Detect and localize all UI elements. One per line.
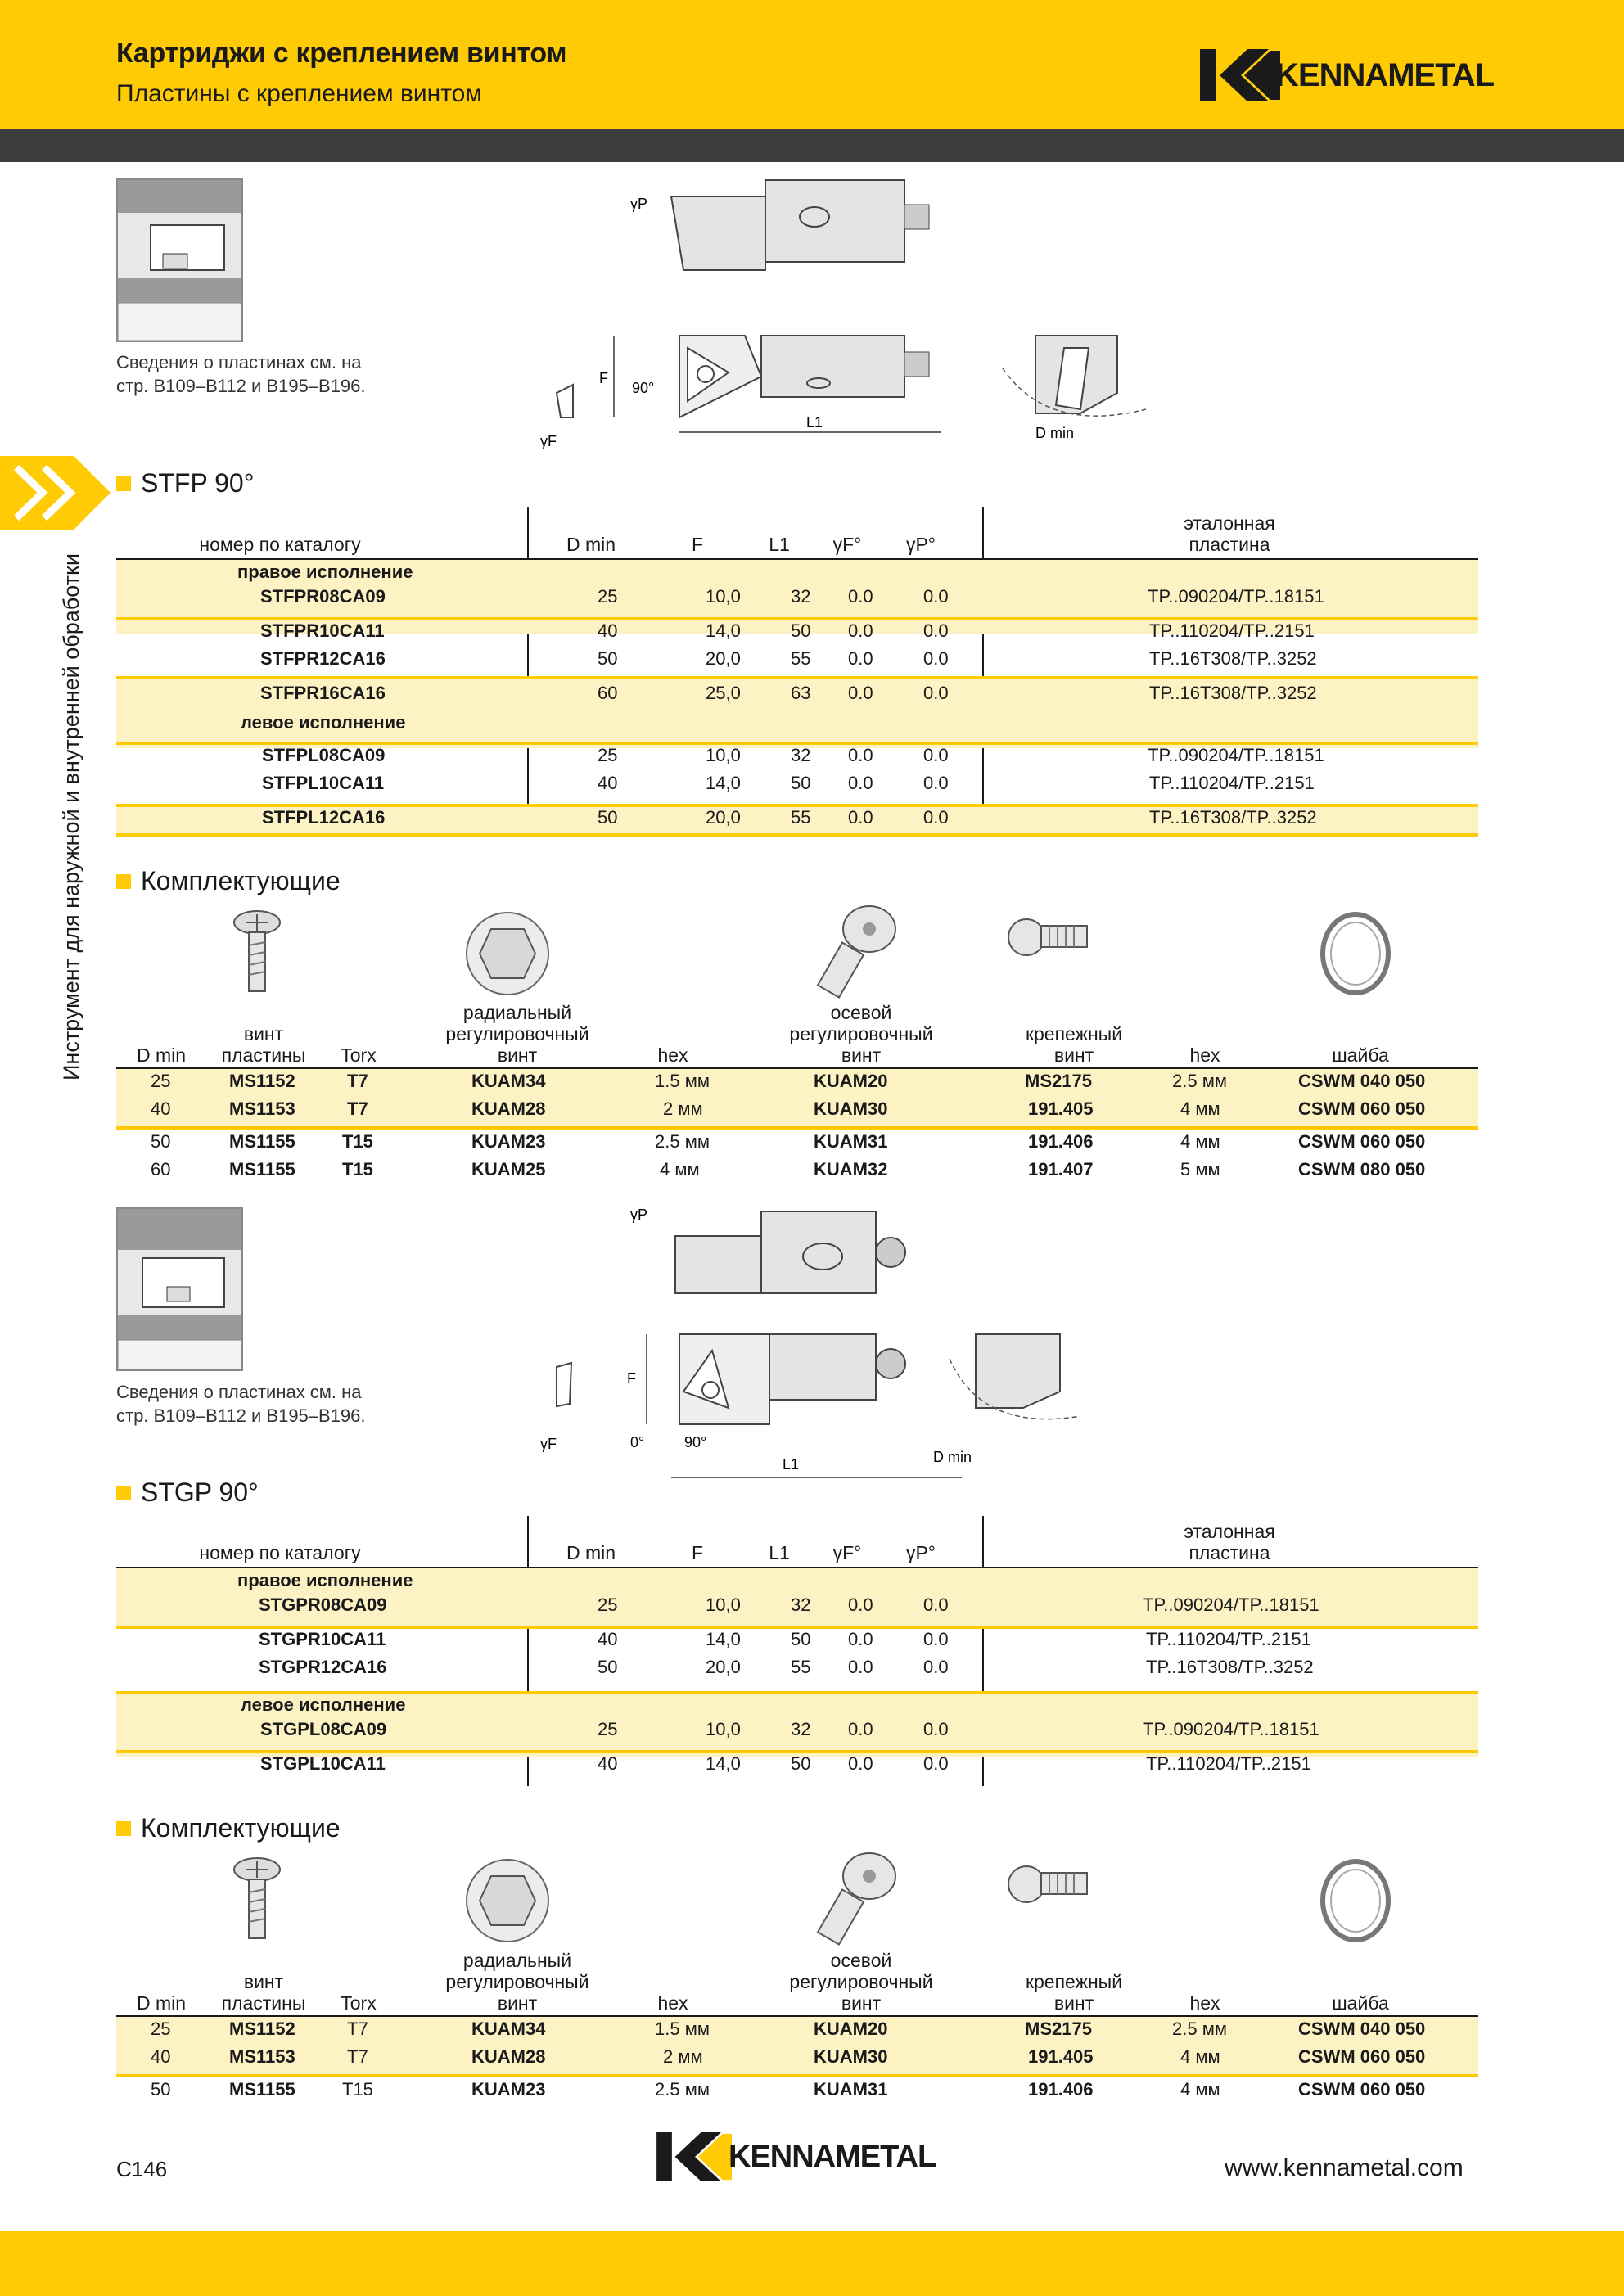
torx-screw-icon [234,911,280,991]
cell-ref-insert: TP..110204/TP..2151 [1146,1753,1311,1774]
table-row [116,745,1478,769]
cell-dmin: 50 [151,2079,171,2100]
cell-l1: 32 [791,1595,811,1615]
cell-l1: 32 [791,745,811,765]
cell-clamp-screw: 191.405 [1028,2046,1094,2067]
header-dark-band [0,129,1624,162]
cell-f: 20,0 [706,807,741,828]
cell-dmin: 60 [151,1159,171,1180]
insert-reference-note-2 [116,1380,366,1428]
cell-f: 14,0 [706,773,741,793]
label-angle: 90° [684,1434,707,1450]
col-dmin: D min [566,534,616,555]
table-row [116,1131,1478,1156]
col-radial-line2: регулировочный [445,1971,589,1992]
cell-gamma-p: 0.0 [923,1753,949,1774]
col-radial-line1: радиальный [462,1002,572,1023]
cell-hex: 4 мм [660,1159,700,1180]
label-f: F [599,370,608,386]
col-washer: шайба [1332,1044,1389,1066]
cell-dmin: 50 [598,648,618,669]
cell-dmin: 40 [598,773,618,793]
cell-dmin: 40 [151,2046,171,2067]
cell-hex2: 5 мм [1180,1159,1220,1180]
col-l1: L1 [769,1542,790,1563]
cell-dmin: 50 [598,807,618,828]
torx-screw-icon [234,1858,280,1938]
table-row [116,1657,1478,1681]
cell-f: 20,0 [706,648,741,669]
col-torx: Torx [341,1992,377,2014]
cell-axial-screw: KUAM31 [814,2079,888,2100]
col-f: F [691,1542,704,1563]
col-axial-line3: винт [841,1044,882,1066]
col-clamp-line2: винт [1053,1992,1094,2014]
catalog-number: STFPL12CA16 [262,807,386,828]
table-row [116,773,1478,797]
cell-l1: 55 [791,807,811,828]
washer-icon [1323,1861,1388,1940]
note-line: Сведения о пластинах см. на [116,1382,362,1402]
cell-insert-screw: MS1152 [229,2019,295,2039]
table-row [116,1719,1478,1743]
cell-torx: T15 [342,2079,373,2100]
col-axial-line2: регулировочный [789,1971,933,1992]
cell-hex: 1.5 мм [655,1071,710,1091]
parts-table-1 [116,999,1478,1189]
axial-adjusting-screw-icon [818,906,895,997]
cell-axial-screw: KUAM20 [814,1071,888,1091]
col-f: F [691,534,704,555]
cell-dmin: 40 [598,1629,618,1649]
cell-insert-screw: MS1153 [229,1098,295,1119]
cell-f: 25,0 [706,683,741,703]
cell-dmin: 25 [598,745,618,765]
cell-hex2: 4 мм [1180,2046,1220,2067]
label-gamma-p: γP [630,196,648,212]
col-radial-line1: радиальный [462,1950,572,1971]
catalog-number: STGPR08CA09 [259,1595,387,1615]
cell-axial-screw: KUAM30 [814,1098,888,1119]
cell-ref-insert: TP..16T308/TP..3252 [1149,683,1317,703]
cell-l1: 50 [791,773,811,793]
col-ref-insert-line1: эталонная [1184,1521,1275,1542]
row-rule [116,833,1478,837]
group-label-right: правое исполнение [237,1570,413,1590]
cell-washer: CSWM 080 050 [1298,1159,1426,1180]
title-square-marker [116,874,131,889]
cell-ref-insert: TP..16T308/TP..3252 [1149,648,1317,669]
cell-hex: 2.5 мм [655,2079,710,2100]
catalog-number: STFPL10CA11 [262,773,385,793]
cell-torx: T15 [342,1159,373,1180]
cell-gamma-p: 0.0 [923,1719,949,1739]
title-square-marker [116,1821,131,1836]
boring-bar-illustration-icon [118,180,241,341]
table-row [116,620,1478,645]
label-gamma-f: γF [540,433,557,449]
col-clamp-line1: крепежный [1025,1023,1123,1044]
cell-ref-insert: TP..16T308/TP..3252 [1149,807,1317,828]
cell-ref-insert: TP..090204/TP..18151 [1148,745,1324,765]
cell-l1: 55 [791,1657,811,1677]
section-title-text: Комплектующие [141,1813,341,1843]
cell-dmin: 25 [151,1071,171,1091]
cell-gamma-p: 0.0 [923,586,949,607]
table-row [116,1159,1478,1184]
col-axial-line3: винт [841,1992,882,2014]
cell-hex2: 4 мм [1180,1131,1220,1152]
cell-axial-screw: KUAM31 [814,1131,888,1152]
cell-radial-screw: KUAM34 [471,2019,546,2039]
row-rule [116,2074,1478,2077]
cell-gamma-p: 0.0 [923,1657,949,1677]
col-axial-line1: осевой [830,1002,892,1023]
kennametal-k-mark-icon [1200,49,1282,101]
section-title-stgp [116,1477,259,1508]
col-hex: hex [657,1992,688,2014]
col-torx: Torx [341,1044,377,1066]
col-gamma-f: γF° [832,534,862,555]
cell-ref-insert: TP..090204/TP..18151 [1148,586,1324,607]
row-rule [116,676,1478,679]
cell-dmin: 40 [598,1753,618,1774]
header-band [0,0,1624,129]
table-row [116,807,1478,832]
cell-insert-screw: MS1155 [229,1131,295,1152]
cell-dmin: 40 [151,1098,171,1119]
cell-torx: T7 [347,2019,368,2039]
catalog-number: STFPL08CA09 [262,745,386,765]
cell-gamma-p: 0.0 [923,683,949,703]
cell-gamma-f: 0.0 [848,620,873,641]
label-l1: L1 [806,414,823,431]
page-number: C146 [116,2157,168,2181]
col-hex: hex [657,1044,688,1066]
label-angle: 90° [632,380,655,396]
cell-hex2: 4 мм [1180,2079,1220,2100]
cell-l1: 55 [791,648,811,669]
group-label-left: левое исполнение [241,1694,406,1715]
table-row [116,1753,1478,1778]
section-title-text: STFP 90° [141,468,255,498]
cell-gamma-f: 0.0 [848,648,873,669]
cell-washer: CSWM 060 050 [1298,2079,1426,2100]
stfp-table [116,507,1478,835]
cell-gamma-p: 0.0 [923,620,949,641]
cell-torx: T15 [342,1131,373,1152]
cartridge-technical-drawing-1 [524,172,1179,450]
cell-insert-screw: MS1152 [229,1071,295,1091]
clamping-screw-icon [1008,1866,1087,1902]
washer-icon [1323,914,1388,993]
col-dmin: D min [136,1044,187,1066]
table-row [116,586,1478,611]
col-clamp-line1: крепежный [1025,1971,1123,1992]
cell-f: 20,0 [706,1657,741,1677]
parts-icons-row-1 [116,904,1478,1003]
kennametal-logo [1200,49,1494,101]
col-gamma-p: γP° [905,1542,936,1563]
boring-thumbnail-2 [116,1207,243,1371]
col-radial-line3: винт [497,1044,538,1066]
cell-ref-insert: TP..16T308/TP..3252 [1146,1657,1314,1677]
catalog-number: STGPL10CA11 [260,1753,386,1774]
cell-gamma-f: 0.0 [848,1719,873,1739]
footer-band [0,2231,1624,2296]
logo-wordmark: KENNAMETAL [729,2139,936,2174]
stgp-table [116,1516,1478,1786]
cell-f: 14,0 [706,1629,741,1649]
radial-adjusting-screw-icon [467,913,548,995]
cell-gamma-f: 0.0 [848,1657,873,1677]
label-gamma-f: γF [540,1436,557,1452]
cell-l1: 32 [791,586,811,607]
col-l1: L1 [769,534,790,555]
cell-dmin: 50 [151,1131,171,1152]
section-title-text: Комплектующие [141,866,341,895]
table-row [116,2019,1478,2043]
side-arrow-icon [0,456,111,530]
page-subtitle: Пластины с креплением винтом [116,80,482,107]
cell-gamma-f: 0.0 [848,586,873,607]
cell-clamp-screw: 191.406 [1028,2079,1094,2100]
label-dmin: D min [1035,425,1075,441]
group-label-right: правое исполнение [237,562,413,582]
table-row [116,1595,1478,1619]
row-rule [116,1126,1478,1130]
cell-gamma-f: 0.0 [848,1629,873,1649]
cell-clamp-screw: MS2175 [1025,2019,1092,2039]
cell-radial-screw: KUAM23 [471,1131,546,1152]
cell-l1: 63 [791,683,811,703]
boring-thumbnail-1 [116,178,243,342]
note-line: стр. B109–B112 и B195–B196. [116,1405,366,1426]
label-zero-angle: 0° [630,1434,645,1450]
cell-radial-screw: KUAM25 [471,1159,546,1180]
cell-hex: 1.5 мм [655,2019,710,2039]
cell-washer: CSWM 040 050 [1298,1071,1426,1091]
kennametal-k-mark-icon [656,2132,733,2181]
section-title-text: STGP 90° [141,1477,259,1507]
cell-torx: T7 [347,1071,368,1091]
cell-torx: T7 [347,2046,368,2067]
cell-f: 10,0 [706,1719,741,1739]
cell-gamma-p: 0.0 [923,648,949,669]
catalog-number: STFPR16CA16 [260,683,386,703]
col-hex2: hex [1189,1992,1220,2014]
cell-hex: 2 мм [663,1098,703,1119]
col-radial-line3: винт [497,1992,538,2014]
cell-gamma-f: 0.0 [848,1753,873,1774]
cell-gamma-p: 0.0 [923,773,949,793]
cell-dmin: 50 [598,1657,618,1677]
catalog-number: STGPL08CA09 [260,1719,387,1739]
cell-gamma-f: 0.0 [848,745,873,765]
cell-gamma-f: 0.0 [848,1595,873,1615]
cell-gamma-f: 0.0 [848,773,873,793]
cell-l1: 32 [791,1719,811,1739]
cell-ref-insert: TP..110204/TP..2151 [1149,773,1315,793]
table-row [116,2079,1478,2104]
cell-radial-screw: KUAM34 [471,1071,546,1091]
label-gamma-p: γP [630,1207,648,1223]
col-screw-line1: винт [243,1023,284,1044]
col-clamp-line2: винт [1053,1044,1094,1066]
col-screw-line1: винт [243,1971,284,1992]
catalog-number: STGPR12CA16 [259,1657,387,1677]
cell-clamp-screw: 191.407 [1028,1159,1094,1180]
cell-washer: CSWM 060 050 [1298,1131,1426,1152]
cell-washer: CSWM 060 050 [1298,1098,1426,1119]
note-line: стр. B109–B112 и B195–B196. [116,376,366,396]
cell-hex: 2 мм [663,2046,703,2067]
cell-hex: 2.5 мм [655,1131,710,1152]
cell-ref-insert: TP..110204/TP..2151 [1149,620,1315,641]
cell-axial-screw: KUAM20 [814,2019,888,2039]
cell-washer: CSWM 040 050 [1298,2019,1426,2039]
col-screw-line2: пластины [221,1044,306,1066]
col-axial-line2: регулировочный [789,1023,933,1044]
cell-gamma-f: 0.0 [848,683,873,703]
cartridge-technical-drawing-2 [524,1203,1080,1490]
cell-l1: 50 [791,1753,811,1774]
cell-f: 10,0 [706,1595,741,1615]
col-ref-insert-line1: эталонная [1184,512,1275,534]
table-row [116,648,1478,673]
catalog-number: STFPR12CA16 [260,648,386,669]
cell-dmin: 25 [598,1595,618,1615]
cell-clamp-screw: MS2175 [1025,1071,1092,1091]
group-label-left: левое исполнение [241,712,406,733]
boring-bar-illustration-icon [118,1209,241,1369]
cell-insert-screw: MS1155 [229,2079,295,2100]
col-radial-line2: регулировочный [445,1023,589,1044]
title-square-marker [116,1486,131,1500]
cell-gamma-p: 0.0 [923,1595,949,1615]
cell-f: 10,0 [706,745,741,765]
cell-f: 10,0 [706,586,741,607]
title-square-marker [116,476,131,491]
insert-reference-note-1 [116,350,366,398]
page-title: Картриджи с креплением винтом [116,38,567,69]
cell-dmin: 25 [151,2019,171,2039]
section-title-parts-2 [116,1813,341,1843]
cell-torx: T7 [347,1098,368,1119]
section-title-stfp [116,468,254,498]
col-axial-line1: осевой [830,1950,892,1971]
cell-gamma-p: 0.0 [923,745,949,765]
catalog-number: STFPR08CA09 [260,586,386,607]
cell-dmin: 40 [598,620,618,641]
col-gamma-f: γF° [832,1542,862,1563]
cell-dmin: 25 [598,1719,618,1739]
logo-wordmark: KENNAMETAL [1275,56,1495,93]
label-f: F [627,1370,636,1387]
table-row [116,1098,1478,1123]
cell-hex2: 2.5 мм [1172,1071,1227,1091]
axial-adjusting-screw-icon [818,1853,895,1944]
label-l1: L1 [783,1456,800,1473]
cell-ref-insert: TP..110204/TP..2151 [1146,1629,1311,1649]
cell-hex2: 4 мм [1180,1098,1220,1119]
cell-hex2: 2.5 мм [1172,2019,1227,2039]
footer-kennametal-logo [656,2132,936,2181]
catalog-number: STFPR10CA11 [260,620,385,641]
radial-adjusting-screw-icon [467,1860,548,1942]
col-catalog: номер по каталогу [199,534,361,555]
cell-ref-insert: TP..090204/TP..18151 [1143,1719,1320,1739]
table-row [116,683,1478,707]
table-row [116,2046,1478,2071]
cell-axial-screw: KUAM30 [814,2046,888,2067]
sidebar-vertical-text: Инструмент для наружной и внутренней обработки [59,553,83,1080]
cell-gamma-p: 0.0 [923,1629,949,1649]
cell-insert-screw: MS1155 [229,1159,295,1180]
table-row [116,1071,1478,1095]
col-gamma-p: γP° [905,534,936,555]
col-dmin: D min [566,1542,616,1563]
col-washer: шайба [1332,1992,1389,2014]
cell-clamp-screw: 191.406 [1028,1131,1094,1152]
section-title-parts-1 [116,866,341,896]
cell-f: 14,0 [706,620,741,641]
parts-icons-row-2 [116,1852,1478,1950]
col-ref-insert-line2: пластина [1189,1542,1270,1563]
cell-l1: 50 [791,1629,811,1649]
col-dmin: D min [136,1992,187,2014]
cell-dmin: 25 [598,586,618,607]
cell-ref-insert: TP..090204/TP..18151 [1143,1595,1320,1615]
cell-axial-screw: KUAM32 [814,1159,888,1180]
cell-gamma-f: 0.0 [848,807,873,828]
col-catalog: номер по каталогу [199,1542,361,1563]
cell-clamp-screw: 191.405 [1028,1098,1094,1119]
col-hex2: hex [1189,1044,1220,1066]
cell-gamma-p: 0.0 [923,807,949,828]
cell-dmin: 60 [598,683,618,703]
cell-radial-screw: KUAM28 [471,1098,546,1119]
cell-washer: CSWM 060 050 [1298,2046,1426,2067]
parts-table-2 [116,1946,1478,2102]
cell-radial-screw: KUAM23 [471,2079,546,2100]
catalog-number: STGPR10CA11 [259,1629,386,1649]
website-link[interactable]: www.kennametal.com [1225,2154,1464,2181]
col-ref-insert-line2: пластина [1189,534,1270,555]
label-dmin: D min [933,1449,972,1465]
cell-f: 14,0 [706,1753,741,1774]
clamping-screw-icon [1008,919,1087,955]
cell-insert-screw: MS1153 [229,2046,295,2067]
col-screw-line2: пластины [221,1992,306,2014]
table-row [116,1629,1478,1653]
cell-l1: 50 [791,620,811,641]
cell-radial-screw: KUAM28 [471,2046,546,2067]
note-line: Сведения о пластинах см. на [116,352,362,372]
